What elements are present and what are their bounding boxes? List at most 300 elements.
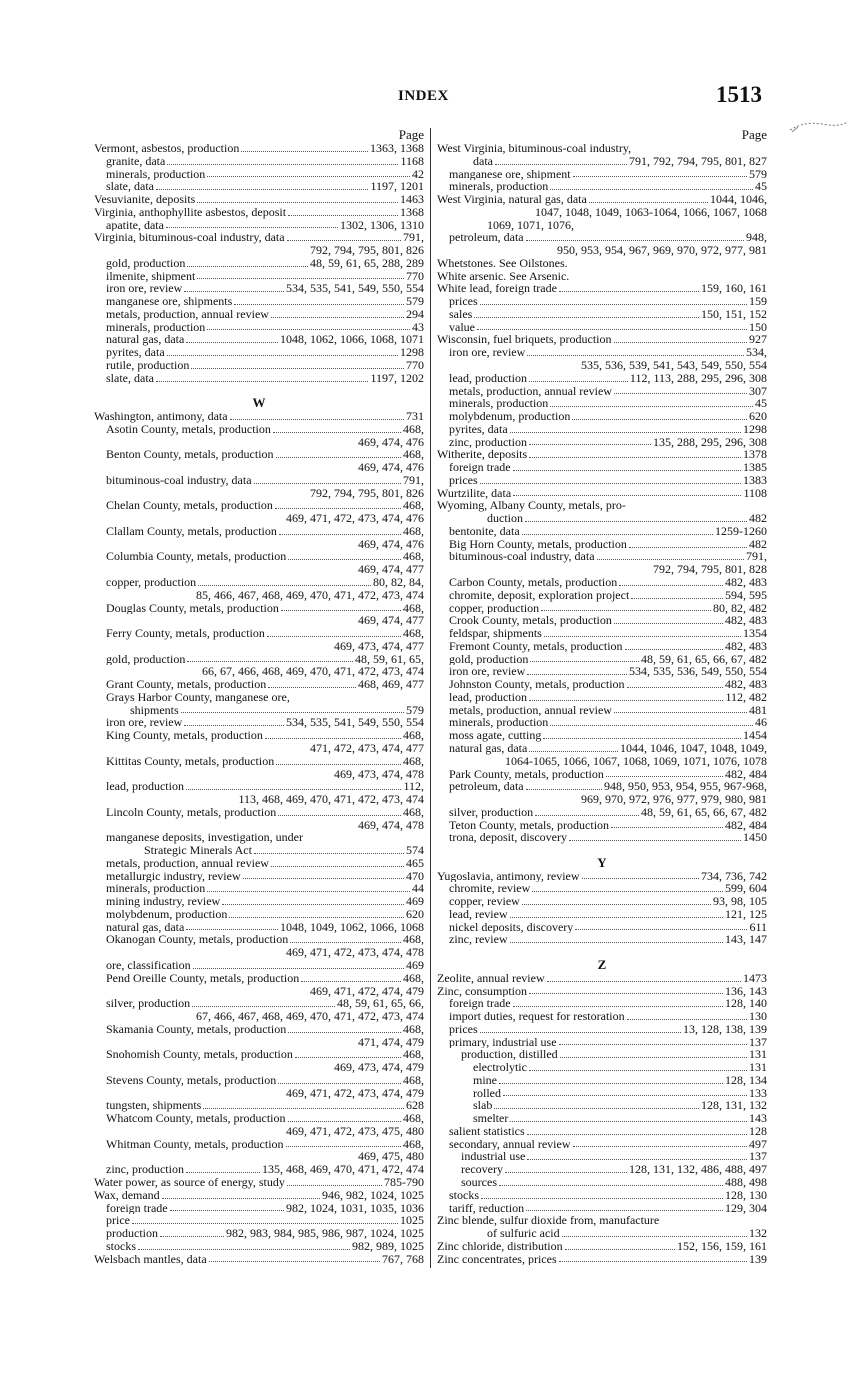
index-entry-continuation: [94, 1036, 424, 1049]
dot-leader: [207, 329, 410, 330]
dot-leader: [550, 725, 753, 726]
entry-pages: 594, 595: [725, 588, 767, 602]
index-entry: [94, 193, 424, 206]
entry-pages: 791,: [746, 550, 767, 564]
entry-pages: 469, 473, 474, 477: [334, 639, 424, 653]
index-entry: [94, 295, 424, 308]
entry-pages: 128, 130: [725, 1188, 767, 1202]
column-page-label: Page: [741, 127, 767, 142]
entry-pages: 128, 131, 132: [701, 1099, 767, 1113]
dot-leader: [510, 1121, 747, 1122]
index-entry: [94, 1253, 424, 1266]
dot-leader: [278, 1083, 401, 1084]
index-entry: [437, 589, 767, 602]
entry-pages: 620: [406, 907, 424, 921]
entry-term: pyrites, data: [449, 422, 508, 436]
entry-pages: 1454: [743, 729, 767, 742]
entry-pages: 611: [749, 920, 767, 934]
entry-pages: 131: [749, 1061, 767, 1074]
entry-term: Grant County, metals, production: [106, 678, 267, 691]
entry-pages: 1473: [743, 971, 767, 985]
entry-term: Crook County, metals, production: [449, 614, 612, 628]
entry-pages: 579: [406, 703, 424, 717]
index-entry: [437, 410, 767, 423]
dot-leader: [477, 329, 747, 330]
entry-pages: 66, 67, 466, 468, 469, 470, 471, 472, 473, 474: [202, 665, 424, 679]
entry-term: bituminous-coal industry, data: [449, 550, 595, 564]
entry-term: ilmenite, shipment: [106, 269, 196, 283]
index-entry: [94, 448, 424, 461]
entry-pages: 43: [412, 320, 424, 334]
entry-pages: 792, 794, 795, 801, 828: [653, 563, 767, 577]
dot-leader: [627, 687, 723, 688]
entry-term: King County, metals, production: [106, 729, 263, 742]
dot-leader: [156, 189, 368, 190]
index-entry: [437, 1163, 767, 1176]
index-entry: [437, 1023, 767, 1036]
dot-leader: [254, 853, 404, 854]
entry-term: Witherite, deposits: [437, 448, 528, 462]
entry-pages: 482, 483: [725, 576, 767, 589]
entry-term: minerals, production: [106, 882, 206, 896]
index-entry-continuation: [94, 1087, 424, 1100]
entry-pages: 128, 134: [725, 1073, 767, 1087]
dot-leader: [527, 1159, 747, 1160]
dot-leader: [481, 1198, 723, 1199]
entry-pages: 482, 483: [725, 639, 767, 653]
index-entry: [94, 882, 424, 895]
dot-leader: [606, 776, 723, 777]
index-entry: [94, 1214, 424, 1227]
index-entry: [437, 1253, 767, 1266]
index-entry: [437, 538, 767, 551]
entry-term: West Virginia, bituminous-coal industry,: [437, 142, 632, 155]
index-entry: [437, 946, 767, 959]
entry-pages: 468,: [403, 1073, 424, 1087]
index-entry: [437, 729, 767, 742]
entry-pages: 131: [749, 1048, 767, 1062]
entry-pages: 469, 473, 474, 478: [334, 767, 424, 781]
index-entry-continuation: [94, 487, 424, 500]
entry-pages: 159, 160, 161: [701, 282, 767, 296]
index-entry-continuation: [94, 244, 424, 257]
dot-leader: [499, 1185, 723, 1186]
entry-pages: 574: [406, 844, 424, 857]
dot-leader: [572, 419, 747, 420]
dot-leader: [222, 904, 404, 905]
index-entry: [94, 206, 424, 219]
entry-pages: 927: [749, 333, 767, 347]
entry-term: Pend Oreille County, metals, production: [106, 971, 300, 985]
index-entry: [437, 551, 767, 564]
entry-pages: 982, 983, 984, 985, 986, 987, 1024, 1025: [226, 1227, 424, 1240]
dot-leader: [162, 1198, 320, 1199]
entry-pages: 791,: [403, 473, 424, 487]
entry-term: apatite, data: [106, 218, 164, 232]
entry-term: gold, production: [106, 256, 186, 270]
entry-pages: 48, 59, 61, 65, 66,: [337, 997, 424, 1011]
section-letter-text: Y: [597, 856, 607, 870]
entry-pages: 628: [406, 1099, 424, 1113]
index-entry: [94, 372, 424, 385]
index-entry: [94, 1023, 424, 1036]
entry-pages: 150: [749, 320, 767, 334]
entry-term: rolled: [473, 1086, 501, 1100]
index-entry: [437, 806, 767, 819]
dot-leader: [527, 355, 744, 356]
entry-pages: 1463: [400, 193, 424, 206]
entry-term: Whitman County, metals, production: [106, 1137, 284, 1151]
column-divider: [430, 128, 431, 1268]
index-entry: [437, 1150, 767, 1163]
dot-leader: [286, 1146, 401, 1147]
entry-pages: 469, 474, 477: [358, 563, 424, 577]
entry-pages: 67, 466, 467, 468, 469, 470, 471, 472, 473, 474: [196, 1010, 424, 1023]
entry-pages: 482, 483: [725, 678, 767, 691]
entry-term: iron ore, review: [106, 716, 183, 730]
entry-term: Kittitas County, metals, production: [106, 754, 275, 768]
dot-leader: [526, 240, 744, 241]
index-entry: [437, 372, 767, 385]
dot-leader: [268, 687, 356, 688]
entry-term: duction: [487, 512, 523, 525]
entry-pages: 150, 151, 152: [701, 307, 767, 321]
entry-pages: 1025: [400, 1214, 424, 1228]
index-entry: [94, 1048, 424, 1061]
entry-term: slate, data: [106, 371, 154, 385]
entry-pages: 767, 768: [382, 1252, 424, 1266]
index-entry: [437, 908, 767, 921]
entry-pages: 48, 59, 61, 65, 288, 289: [310, 256, 424, 270]
index-entry: [94, 1189, 424, 1202]
index-entry: [94, 231, 424, 244]
index-entry: [94, 359, 424, 372]
index-entry: [94, 423, 424, 436]
index-entry-continuation: [94, 819, 424, 832]
entry-term: production, distilled: [461, 1048, 558, 1062]
dot-leader: [526, 789, 602, 790]
dot-leader: [550, 406, 753, 407]
index-entry: [437, 704, 767, 717]
entry-term: lead, production: [449, 371, 527, 385]
dot-leader: [167, 164, 398, 165]
index-entry: [94, 691, 424, 704]
entry-pages: 112,: [403, 780, 424, 794]
index-entry: [437, 831, 767, 844]
entry-pages: 468, 469, 477: [358, 678, 424, 691]
dot-leader: [589, 202, 708, 203]
entry-pages: 468,: [403, 524, 424, 538]
index-entry: [437, 614, 767, 627]
index-entry-continuation: [94, 640, 424, 653]
index-entry-continuation: [94, 436, 424, 449]
index-entry: [437, 576, 767, 589]
dot-leader: [281, 610, 401, 611]
entry-pages: 137: [749, 1035, 767, 1049]
entry-term: metallurgic industry, review: [106, 869, 241, 883]
index-entry: [437, 602, 767, 615]
entry-pages: 469, 474, 476: [358, 537, 424, 551]
entry-term: Wisconsin, fuel briquets, production: [437, 333, 612, 347]
dot-leader: [529, 1070, 747, 1071]
dot-leader: [191, 368, 404, 369]
column-page-label: Page: [398, 127, 424, 142]
entry-pages: 469, 473, 474, 479: [334, 1061, 424, 1074]
entry-term: natural gas, data: [106, 920, 185, 934]
entry-pages: 468,: [403, 1022, 424, 1036]
dot-leader: [629, 547, 747, 548]
entry-pages: 469, 471, 472, 474, 479: [310, 984, 424, 998]
entry-term: electrolytic: [473, 1061, 527, 1074]
dot-leader: [207, 891, 410, 892]
entry-term: copper, review: [449, 895, 520, 908]
index-entry: [94, 806, 424, 819]
page-number: 1513: [716, 82, 762, 107]
dot-leader: [187, 661, 353, 662]
entry-term: Fremont County, metals, production: [449, 639, 623, 653]
index-entry-continuation: [94, 1061, 424, 1074]
index-entry: [437, 423, 767, 436]
index-entry: [437, 921, 767, 934]
index-entry: [437, 448, 767, 461]
entry-pages: 1048, 1049, 1062, 1066, 1068: [280, 920, 424, 934]
index-entry: [94, 282, 424, 295]
dot-leader: [625, 649, 723, 650]
index-entry: [437, 1087, 767, 1100]
index-entry: [437, 295, 767, 308]
entry-pages: 792, 794, 795, 801, 826: [310, 244, 424, 257]
dot-leader: [288, 559, 401, 560]
entry-term: White lead, foreign trade: [437, 282, 557, 296]
dot-leader: [203, 1108, 404, 1109]
entry-pages: 982, 1024, 1031, 1035, 1036: [286, 1201, 424, 1215]
entry-pages: 468,: [403, 627, 424, 640]
entry-term: molybdenum, production: [106, 907, 228, 921]
section-letter: [94, 397, 424, 410]
index-entries-left: [94, 142, 424, 1265]
index-entry: [94, 1138, 424, 1151]
entry-term: shipments: [130, 703, 179, 717]
entry-term: metals, production, annual review: [449, 384, 612, 398]
dot-leader: [513, 1006, 723, 1007]
index-entry: [94, 155, 424, 168]
dot-leader: [543, 738, 741, 739]
entry-term: Clallam County, metals, production: [106, 524, 277, 538]
index-entry: [94, 933, 424, 946]
entry-term: White arsenic. See Arsenic.: [437, 269, 570, 283]
entry-pages: 294: [406, 307, 424, 321]
entry-pages: 1302, 1306, 1310: [340, 218, 424, 232]
index-entries-right: [437, 142, 767, 1265]
entry-term: manganese ore, shipments: [106, 295, 233, 308]
index-entry: [437, 640, 767, 653]
entry-pages: 946, 982, 1024, 1025: [322, 1188, 424, 1202]
entry-pages: 135, 468, 469, 470, 471, 472, 474: [262, 1163, 424, 1177]
entry-pages: 791,: [403, 231, 424, 245]
index-entry: [94, 270, 424, 283]
dot-leader: [474, 317, 699, 318]
entry-pages: 48, 59, 61, 65, 66, 67, 482: [641, 805, 767, 819]
entry-pages: 534, 535, 536, 549, 550, 554: [629, 665, 767, 679]
index-entry: [94, 678, 424, 691]
entry-pages: 42: [412, 167, 424, 181]
entry-term: zinc, review: [449, 933, 508, 947]
index-entry-continuation: [437, 563, 767, 576]
section-letter-text: Z: [597, 959, 607, 972]
index-entry: [437, 678, 767, 691]
entry-pages: 620: [749, 410, 767, 423]
entry-term: recovery: [461, 1163, 503, 1177]
entry-pages: 469, 471, 472, 473, 474, 479: [286, 1086, 424, 1100]
entry-term: foreign trade: [449, 997, 511, 1011]
index-entry: [437, 282, 767, 295]
entry-term: West Virginia, natural gas, data: [437, 193, 587, 206]
entry-pages: 470: [406, 869, 424, 883]
entry-term: manganese ore, shipment: [449, 167, 571, 181]
index-entry: [437, 270, 767, 283]
dot-leader: [273, 432, 401, 433]
entry-pages: 465: [406, 856, 424, 870]
entry-pages: 1363, 1368: [370, 142, 424, 155]
dot-leader: [480, 304, 747, 305]
entry-term: Washington, antimony, data: [94, 410, 228, 423]
index-entry: [94, 959, 424, 972]
dot-leader: [513, 470, 741, 471]
entry-term: foreign trade: [449, 461, 511, 474]
entry-pages: 136, 143: [725, 984, 767, 998]
index-entry: [94, 1176, 424, 1189]
entry-term: sources: [461, 1176, 497, 1189]
dot-leader: [480, 483, 741, 484]
dot-leader: [503, 1095, 747, 1096]
index-entry-continuation: [94, 461, 424, 474]
index-entry: [437, 321, 767, 334]
dot-leader: [288, 1121, 401, 1122]
index-entry: [437, 768, 767, 781]
dot-leader: [544, 636, 741, 637]
dot-leader: [186, 789, 401, 790]
entry-pages: 1383: [743, 473, 767, 487]
dot-leader: [494, 1108, 699, 1109]
index-entry: [437, 933, 767, 946]
index-entry: [437, 461, 767, 474]
entry-term: Benton County, metals, production: [106, 448, 274, 462]
index-entry: [94, 1202, 424, 1215]
dot-leader: [529, 993, 723, 994]
entry-term: Wurtzilite, data: [437, 486, 512, 500]
index-entry: [437, 819, 767, 832]
index-entry: [437, 525, 767, 538]
index-entry: [437, 474, 767, 487]
entry-pages: 785-790: [384, 1176, 424, 1189]
entry-term: Strategic Minerals Act: [144, 844, 252, 857]
index-entry: [94, 410, 424, 423]
entry-term: Vesuvianite, deposits: [94, 193, 196, 206]
entry-pages: 85, 466, 467, 468, 469, 470, 471, 472, 473, 474: [196, 588, 424, 602]
entry-term: chromite, review: [449, 882, 531, 896]
index-entry: [437, 1227, 767, 1240]
entry-term: silver, production: [106, 997, 191, 1011]
entry-pages: 112, 113, 288, 295, 296, 308: [629, 371, 767, 385]
dot-leader: [209, 1261, 380, 1262]
dot-leader: [295, 1057, 401, 1058]
entry-pages: 534, 535, 541, 549, 550, 554: [286, 282, 424, 296]
entry-term: zinc, production: [106, 1163, 184, 1177]
entry-term: Grays Harbor County, manganese ore,: [106, 690, 290, 704]
dot-leader: [532, 891, 723, 892]
index-entry: [94, 321, 424, 334]
index-entry: [94, 474, 424, 487]
entry-pages: 143: [749, 1112, 767, 1125]
index-entry: [437, 1099, 767, 1112]
entry-term: Carbon County, metals, production: [449, 576, 618, 589]
entry-pages: 982, 989, 1025: [352, 1239, 424, 1253]
index-entry: [94, 168, 424, 181]
dot-leader: [234, 304, 404, 305]
entry-term: Yugoslavia, antimony, review: [437, 869, 580, 883]
dot-leader: [267, 636, 401, 637]
dot-leader: [156, 381, 368, 382]
entry-pages: 469, 471, 472, 473, 474, 478: [286, 946, 424, 959]
index-entry-continuation: [94, 793, 424, 806]
index-entry-continuation: [94, 589, 424, 602]
dot-leader: [198, 585, 371, 586]
entry-pages: 1259-1260: [715, 524, 767, 538]
entry-pages: 948,: [746, 231, 767, 245]
entry-pages: 468,: [403, 448, 424, 462]
entry-term: ore, classification: [106, 959, 191, 972]
entry-pages: 469, 474, 477: [358, 614, 424, 628]
dot-leader: [559, 1044, 747, 1045]
index-entry: [437, 972, 767, 985]
index-entry: [437, 1112, 767, 1125]
index-entry: [437, 870, 767, 883]
index-entry: [437, 512, 767, 525]
index-entry: [437, 231, 767, 244]
entry-term: smelter: [473, 1112, 509, 1125]
entry-term: metals, production, annual review: [106, 307, 269, 321]
entry-pages: 1168: [400, 154, 424, 168]
index-entry: [94, 729, 424, 742]
entry-pages: 468,: [403, 499, 424, 513]
index-entry: [437, 1010, 767, 1023]
entry-pages: 152, 156, 159, 161: [677, 1239, 767, 1253]
entry-term: bituminous-coal industry, data: [106, 473, 252, 487]
entry-pages: 1385: [743, 461, 767, 474]
entry-term: silver, production: [449, 805, 534, 819]
index-entry-continuation: [437, 206, 767, 219]
dot-leader: [230, 419, 404, 420]
entry-pages: 1048, 1062, 1066, 1068, 1071: [280, 333, 424, 347]
index-entry: [437, 385, 767, 398]
entry-pages: 579: [749, 167, 767, 181]
entry-pages: 468,: [403, 550, 424, 564]
index-entry: [437, 219, 767, 232]
dot-leader: [279, 534, 401, 535]
index-entry: [94, 627, 424, 640]
index-entry: [437, 155, 767, 168]
entry-term: minerals, production: [449, 397, 549, 411]
index-entry: [437, 1240, 767, 1253]
section-letter: [437, 959, 767, 972]
entry-term: Chelan County, metals, production: [106, 499, 273, 513]
entry-term: Zinc chloride, distribution: [437, 1239, 563, 1253]
entry-pages: 482, 484: [725, 818, 767, 832]
entry-term: Columbia County, metals, production: [106, 550, 287, 564]
index-entry-continuation: [437, 244, 767, 257]
entry-pages: 112, 482: [725, 690, 767, 704]
entry-term: minerals, production: [449, 180, 549, 194]
